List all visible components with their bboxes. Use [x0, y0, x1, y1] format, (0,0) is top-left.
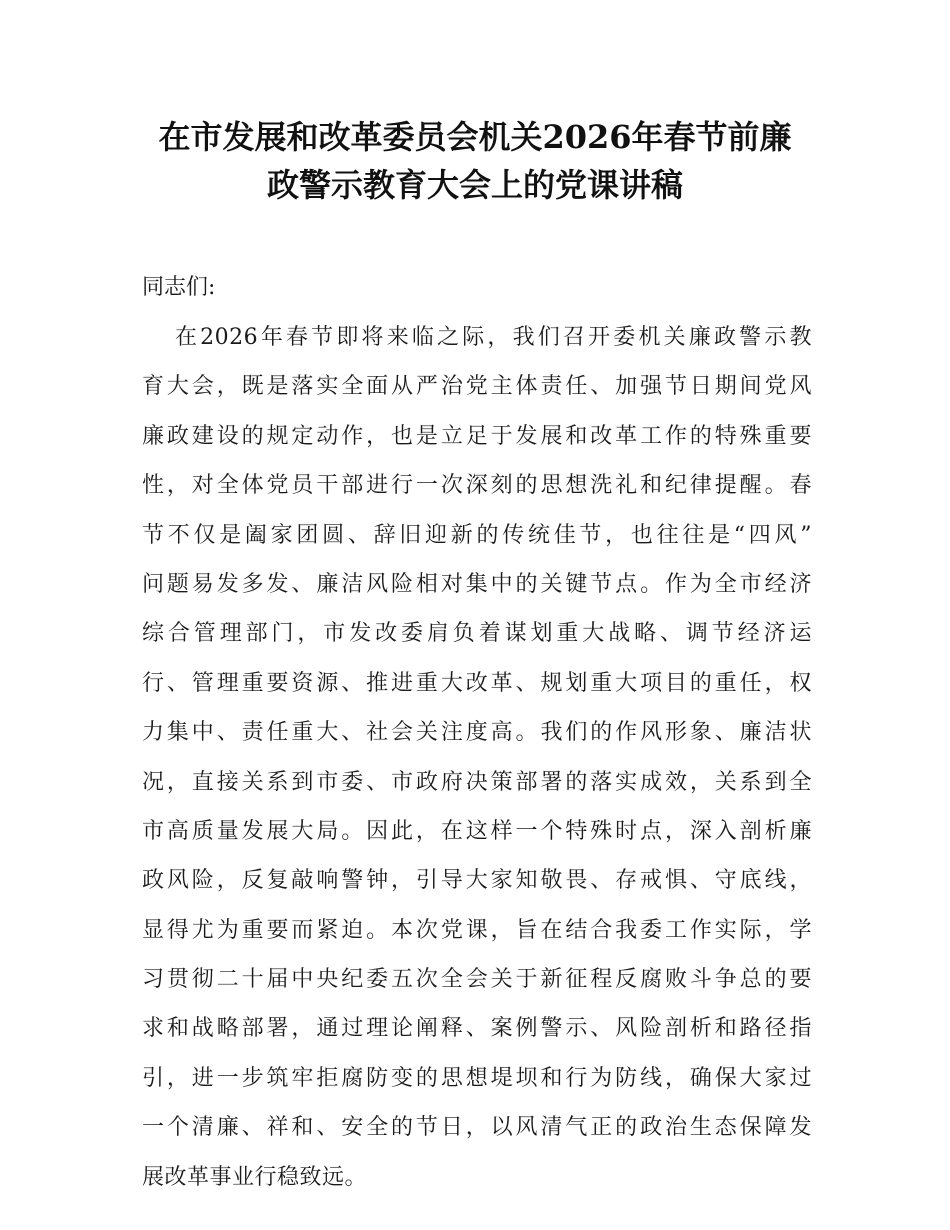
paragraph-line: 政风险，反复敲响警钟，引导大家知敬畏、存戒惧、守底线， [142, 868, 812, 894]
paragraph-line: 市高质量发展大局。因此，在这样一个特殊时点，深入剖析廉 [142, 818, 812, 844]
paragraph-line: 行、管理重要资源、推进重大改革、规划重大项目的重任，权 [142, 670, 812, 696]
paragraph-line: 在2026年春节即将来临之际，我们召开委机关廉政警示教 [175, 325, 812, 350]
paragraph-line: 节不仅是阖家团圆、辞旧迎新的传统佳节，也往往是“四风” [142, 522, 812, 548]
paragraph-line: 显得尤为重要而紧迫。本次党课，旨在结合我委工作实际，学 [142, 917, 812, 943]
document-body [142, 264, 812, 1203]
paragraph-line: 性，对全体党员干部进行一次深刻的思想洗礼和纪律提醒。春 [142, 473, 812, 499]
paragraph-line: 习贯彻二十届中央纪委五次全会关于新征程反腐败斗争总的要 [142, 967, 812, 993]
paragraph-line: 求和战略部署，通过理论阐释、案例警示、风险剖析和路径指 [142, 1016, 812, 1042]
opening-paragraph [142, 314, 812, 1203]
paragraph-line: 力集中、责任重大、社会关注度高。我们的作风形象、廉洁状 [142, 720, 812, 746]
paragraph-line: 展改革事业行稳致远。 [142, 1164, 368, 1190]
paragraph-line: 况，直接关系到市委、市政府决策部署的落实成效，关系到全 [142, 769, 812, 795]
paragraph-line: 廉政建设的规定动作，也是立足于发展和改革工作的特殊重要 [142, 423, 812, 449]
paragraph-line: 一个清廉、祥和、安全的节日，以风清气正的政治生态保障发 [142, 1115, 812, 1141]
paragraph-line: 问题易发多发、廉洁风险相对集中的关键节点。作为全市经济 [142, 571, 812, 597]
paragraph-line: 综合管理部门，市发改委肩负着谋划重大战略、调节经济运 [142, 621, 812, 647]
title-line-2: 政警示教育大会上的党课讲稿 [266, 166, 683, 204]
paragraph-line: 育大会，既是落实全面从严治党主体责任、加强节日期间党风 [142, 374, 812, 400]
document-title [0, 113, 950, 209]
title-line-1: 在市发展和改革委员会机关2026年春节前廉 [158, 118, 792, 156]
salutation: 同志们: [142, 275, 216, 300]
paragraph-line: 引，进一步筑牢拒腐防变的思想堤坝和行为防线，确保大家过 [142, 1065, 812, 1091]
